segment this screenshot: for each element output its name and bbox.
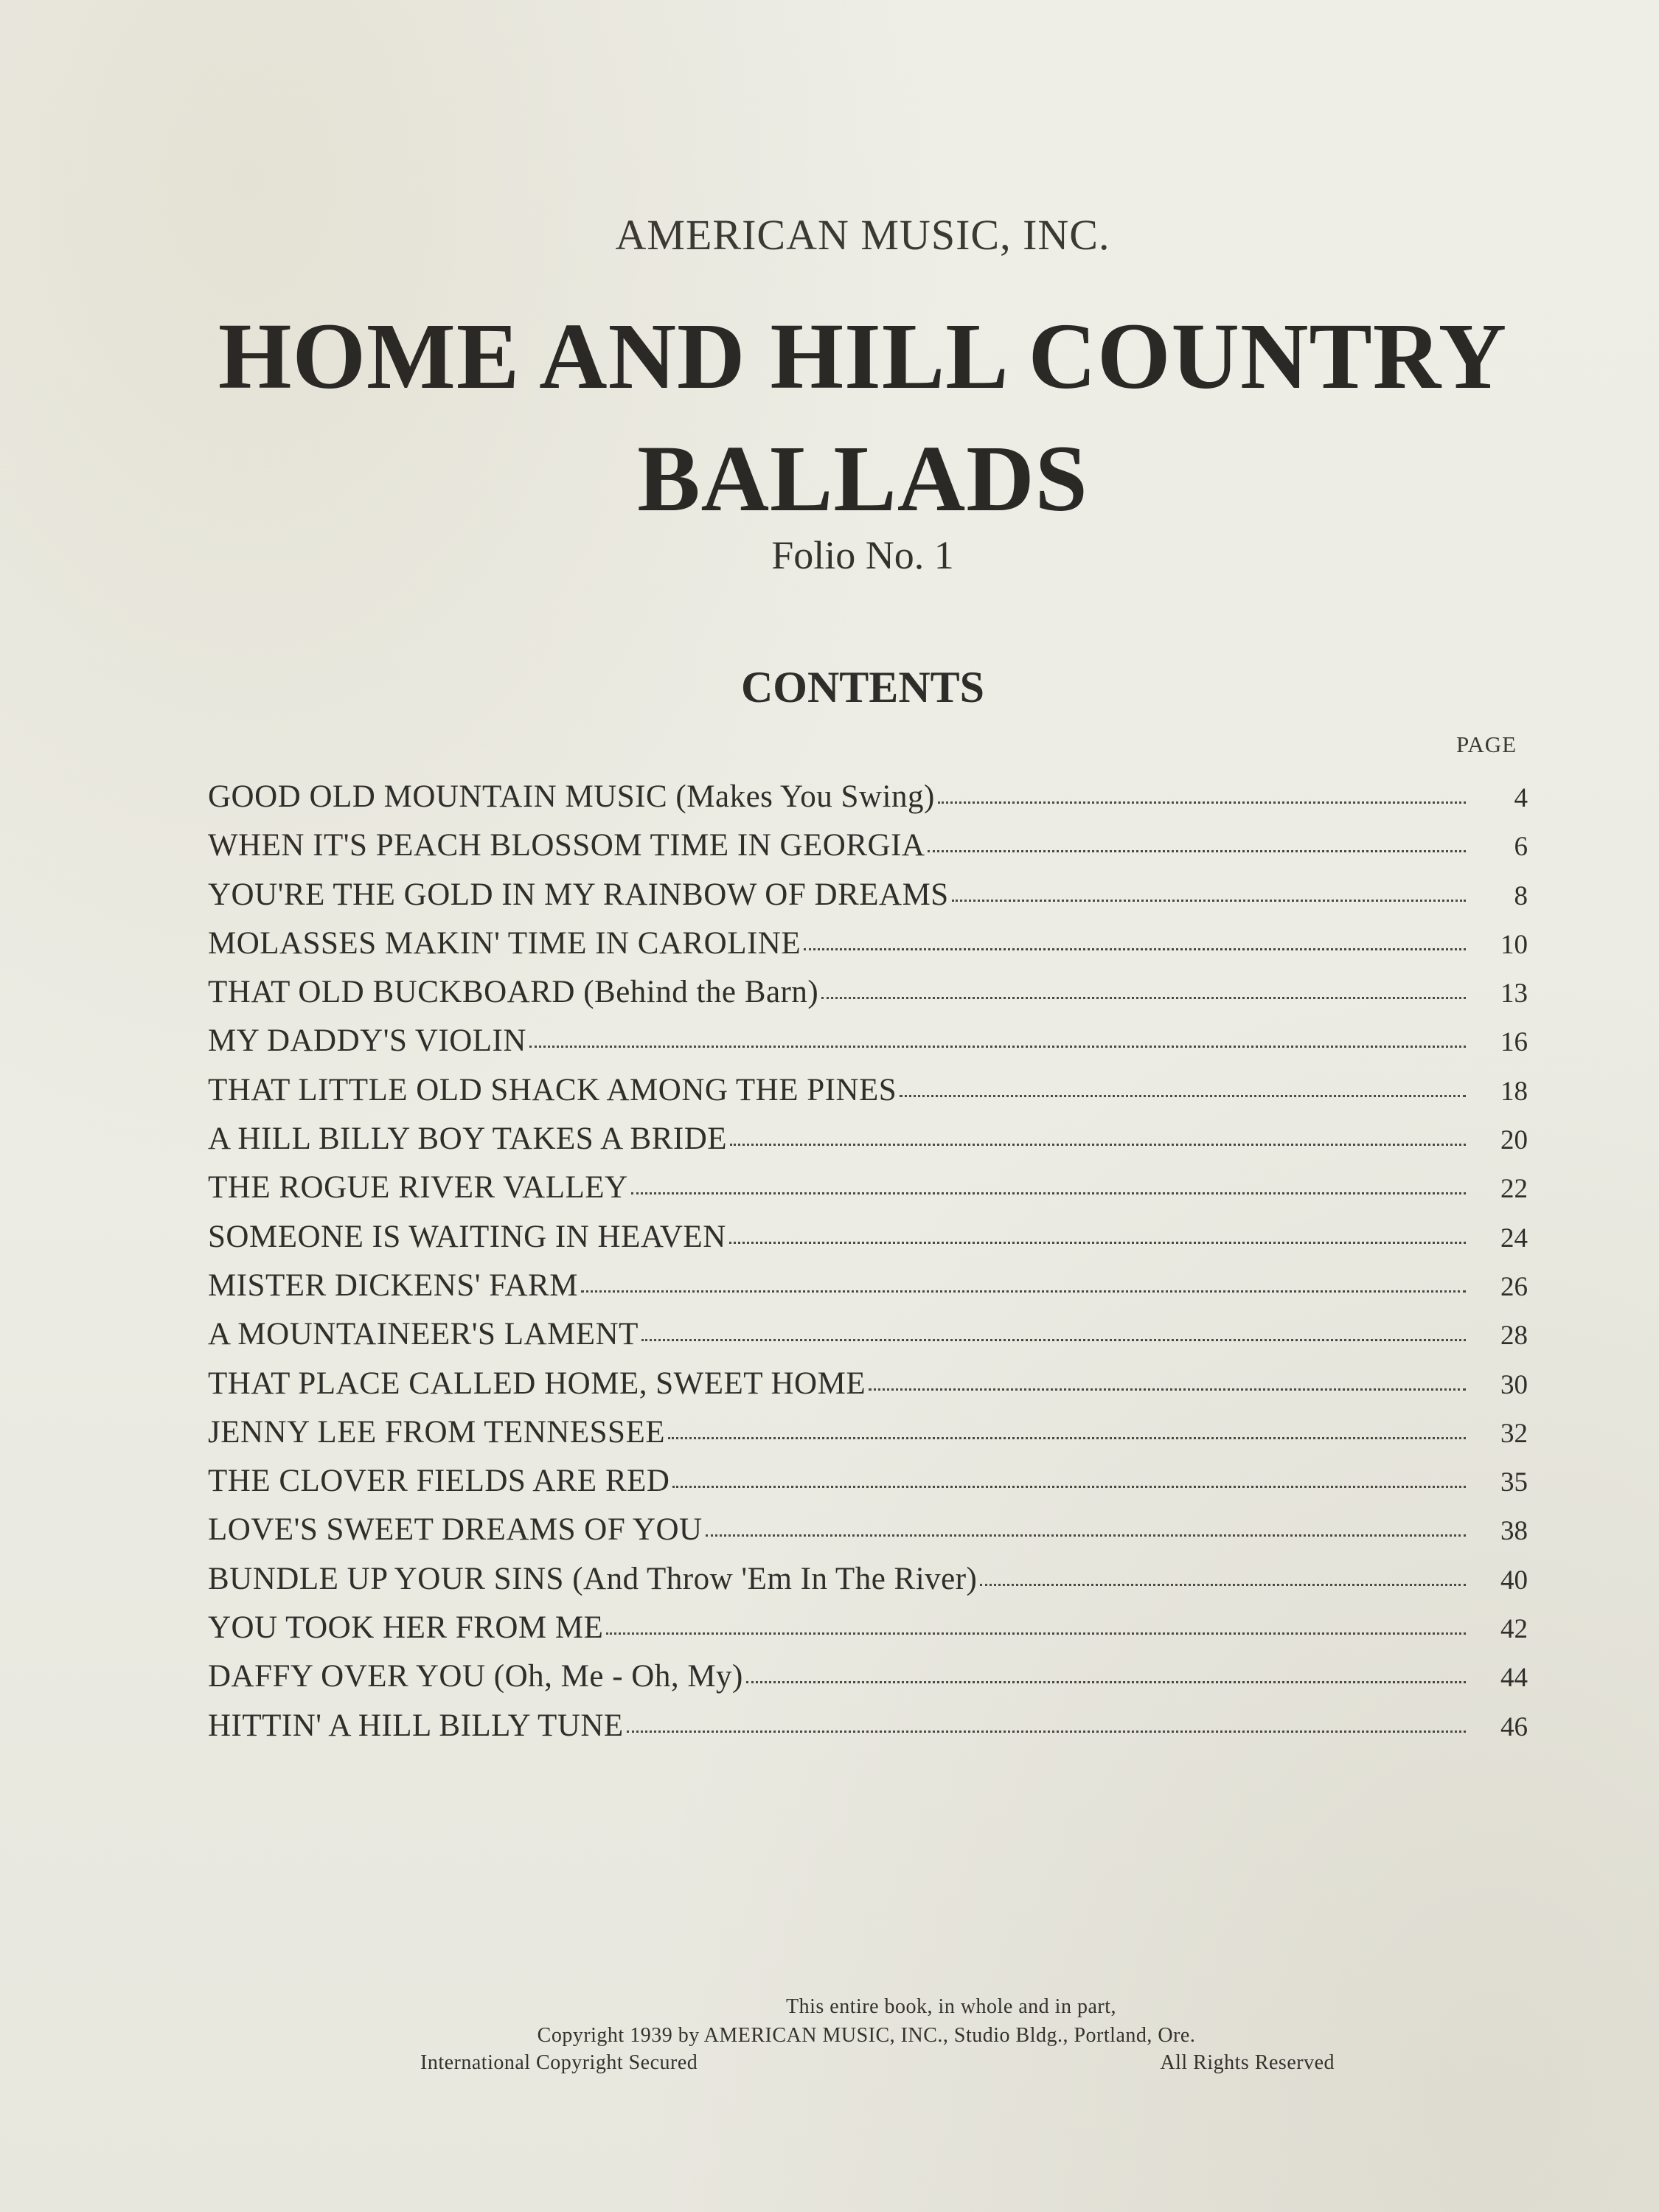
- toc-dot-leader: [804, 948, 1466, 950]
- toc-entry-title: HITTIN' A HILL BILLY TUNE: [208, 1708, 624, 1743]
- toc-dot-leader: [900, 1095, 1466, 1097]
- toc-entry-page: 32: [1500, 1418, 1528, 1449]
- book-title: [0, 295, 1659, 540]
- toc-entry: [208, 968, 1528, 1017]
- toc-entry-title: THAT OLD BUCKBOARD (Behind the Barn): [208, 975, 819, 1010]
- toc-dot-leader: [641, 1339, 1466, 1341]
- toc-entry-page: 44: [1500, 1663, 1528, 1694]
- toc-entry-title: A MOUNTAINEER'S LAMENT: [208, 1317, 639, 1352]
- toc-entry: [208, 1604, 1528, 1652]
- toc-entry-title: JENNY LEE FROM TENNESSEE: [208, 1414, 665, 1450]
- toc-entry: [208, 1017, 1528, 1065]
- toc-entry-title: MISTER DICKENS' FARM: [208, 1267, 578, 1303]
- toc-entry-page: 46: [1500, 1711, 1528, 1742]
- contents-heading: CONTENTS: [740, 663, 985, 712]
- toc-entry: [208, 773, 1528, 821]
- footer-rights: [420, 2051, 1335, 2075]
- toc-entry-page: 24: [1500, 1222, 1528, 1253]
- toc-entry-page: 4: [1514, 783, 1528, 813]
- toc-entry-title: DAFFY OVER YOU (Oh, Me - Oh, My): [208, 1659, 743, 1694]
- footer-all-rights-reserved: All Rights Reserved: [1160, 2051, 1335, 2074]
- toc-entry: [208, 821, 1528, 870]
- toc-entry-page: 28: [1500, 1321, 1528, 1352]
- toc-entry-page: 18: [1500, 1076, 1528, 1107]
- toc-entry: [208, 1262, 1528, 1310]
- footer-notice: This entire book, in whole and in part,: [786, 1995, 1116, 2018]
- book-title-line-1: HOME AND HILL COUNTRY: [218, 304, 1508, 408]
- toc-entry-title: SOMEONE IS WAITING IN HEAVEN: [208, 1219, 726, 1254]
- toc-entry-page: 26: [1500, 1271, 1528, 1302]
- toc-entry: [208, 1066, 1528, 1115]
- book-title-line-2: BALLADS: [637, 426, 1088, 531]
- page-column-label: PAGE: [1455, 731, 1517, 757]
- toc-dot-leader: [581, 1290, 1466, 1293]
- toc-entry: [208, 1360, 1528, 1408]
- toc-entry-title: YOU'RE THE GOLD IN MY RAINBOW OF DREAMS: [208, 877, 949, 912]
- toc-entry-page: 16: [1500, 1027, 1528, 1058]
- toc-entry-page: 22: [1500, 1174, 1528, 1205]
- toc-entry: [208, 1457, 1528, 1506]
- toc-dot-leader: [668, 1437, 1466, 1439]
- toc-entry-title: MOLASSES MAKIN' TIME IN CAROLINE: [208, 925, 801, 961]
- toc-entry-title: GOOD OLD MOUNTAIN MUSIC (Makes You Swing): [208, 779, 935, 814]
- toc-dot-leader: [821, 997, 1466, 999]
- toc-dot-leader: [730, 1144, 1466, 1146]
- toc-entry-title: BUNDLE UP YOUR SINS (And Throw 'Em In The River): [208, 1561, 978, 1596]
- toc-dot-leader: [938, 801, 1466, 804]
- toc-dot-leader: [672, 1486, 1466, 1488]
- toc-entry: [208, 871, 1528, 919]
- toc-dot-leader: [631, 1192, 1466, 1194]
- toc-dot-leader: [729, 1242, 1466, 1244]
- toc-entry-title: A HILL BILLY BOY TAKES A BRIDE: [208, 1121, 728, 1157]
- publisher-name: AMERICAN MUSIC, INC.: [615, 211, 1110, 259]
- toc-entry: [208, 1164, 1528, 1212]
- toc-entry: [208, 1702, 1528, 1750]
- toc-dot-leader: [606, 1632, 1466, 1635]
- toc-entry-title: WHEN IT'S PEACH BLOSSOM TIME IN GEORGIA: [208, 828, 925, 863]
- table-of-contents: [208, 773, 1528, 1750]
- toc-entry: [208, 1652, 1528, 1701]
- toc-entry-page: 10: [1500, 929, 1528, 960]
- toc-entry-title: THAT LITTLE OLD SHACK AMONG THE PINES: [208, 1072, 897, 1107]
- toc-entry-page: 38: [1500, 1516, 1528, 1547]
- toc-entry: [208, 1408, 1528, 1457]
- toc-dot-leader: [706, 1534, 1466, 1537]
- toc-entry-page: 6: [1514, 832, 1528, 863]
- toc-entry-title: YOU TOOK HER FROM ME: [208, 1610, 604, 1646]
- toc-entry-page: 35: [1500, 1467, 1528, 1498]
- toc-dot-leader: [952, 900, 1466, 902]
- footer-copyright: Copyright 1939 by AMERICAN MUSIC, INC., Studio Bldg., Portland, Ore.: [537, 2024, 1196, 2047]
- toc-entry: [208, 1310, 1528, 1359]
- toc-entry: [208, 1115, 1528, 1164]
- toc-entry: [208, 1506, 1528, 1554]
- toc-dot-leader: [869, 1388, 1466, 1391]
- toc-entry-page: 20: [1500, 1125, 1528, 1156]
- toc-entry: [208, 919, 1528, 968]
- toc-dot-leader: [746, 1681, 1466, 1683]
- toc-entry-title: LOVE'S SWEET DREAMS OF YOU: [208, 1512, 703, 1548]
- footer-international-copyright: International Copyright Secured: [420, 2051, 698, 2074]
- toc-entry-page: 13: [1500, 978, 1528, 1009]
- toc-entry-title: MY DADDY'S VIOLIN: [208, 1023, 526, 1059]
- toc-entry-page: 30: [1500, 1369, 1528, 1400]
- toc-dot-leader: [980, 1584, 1466, 1586]
- toc-entry-page: 42: [1500, 1614, 1528, 1645]
- toc-entry-title: THAT PLACE CALLED HOME, SWEET HOME: [208, 1366, 866, 1401]
- toc-entry: [208, 1555, 1528, 1604]
- toc-dot-leader: [928, 850, 1466, 852]
- toc-entry: [208, 1213, 1528, 1262]
- toc-dot-leader: [627, 1731, 1466, 1733]
- toc-entry-title: THE CLOVER FIELDS ARE RED: [208, 1464, 670, 1499]
- toc-entry-page: 8: [1514, 880, 1528, 911]
- toc-entry-page: 40: [1500, 1565, 1528, 1596]
- toc-dot-leader: [529, 1046, 1466, 1048]
- folio-number: Folio No. 1: [771, 533, 954, 577]
- toc-entry-title: THE ROGUE RIVER VALLEY: [208, 1170, 628, 1206]
